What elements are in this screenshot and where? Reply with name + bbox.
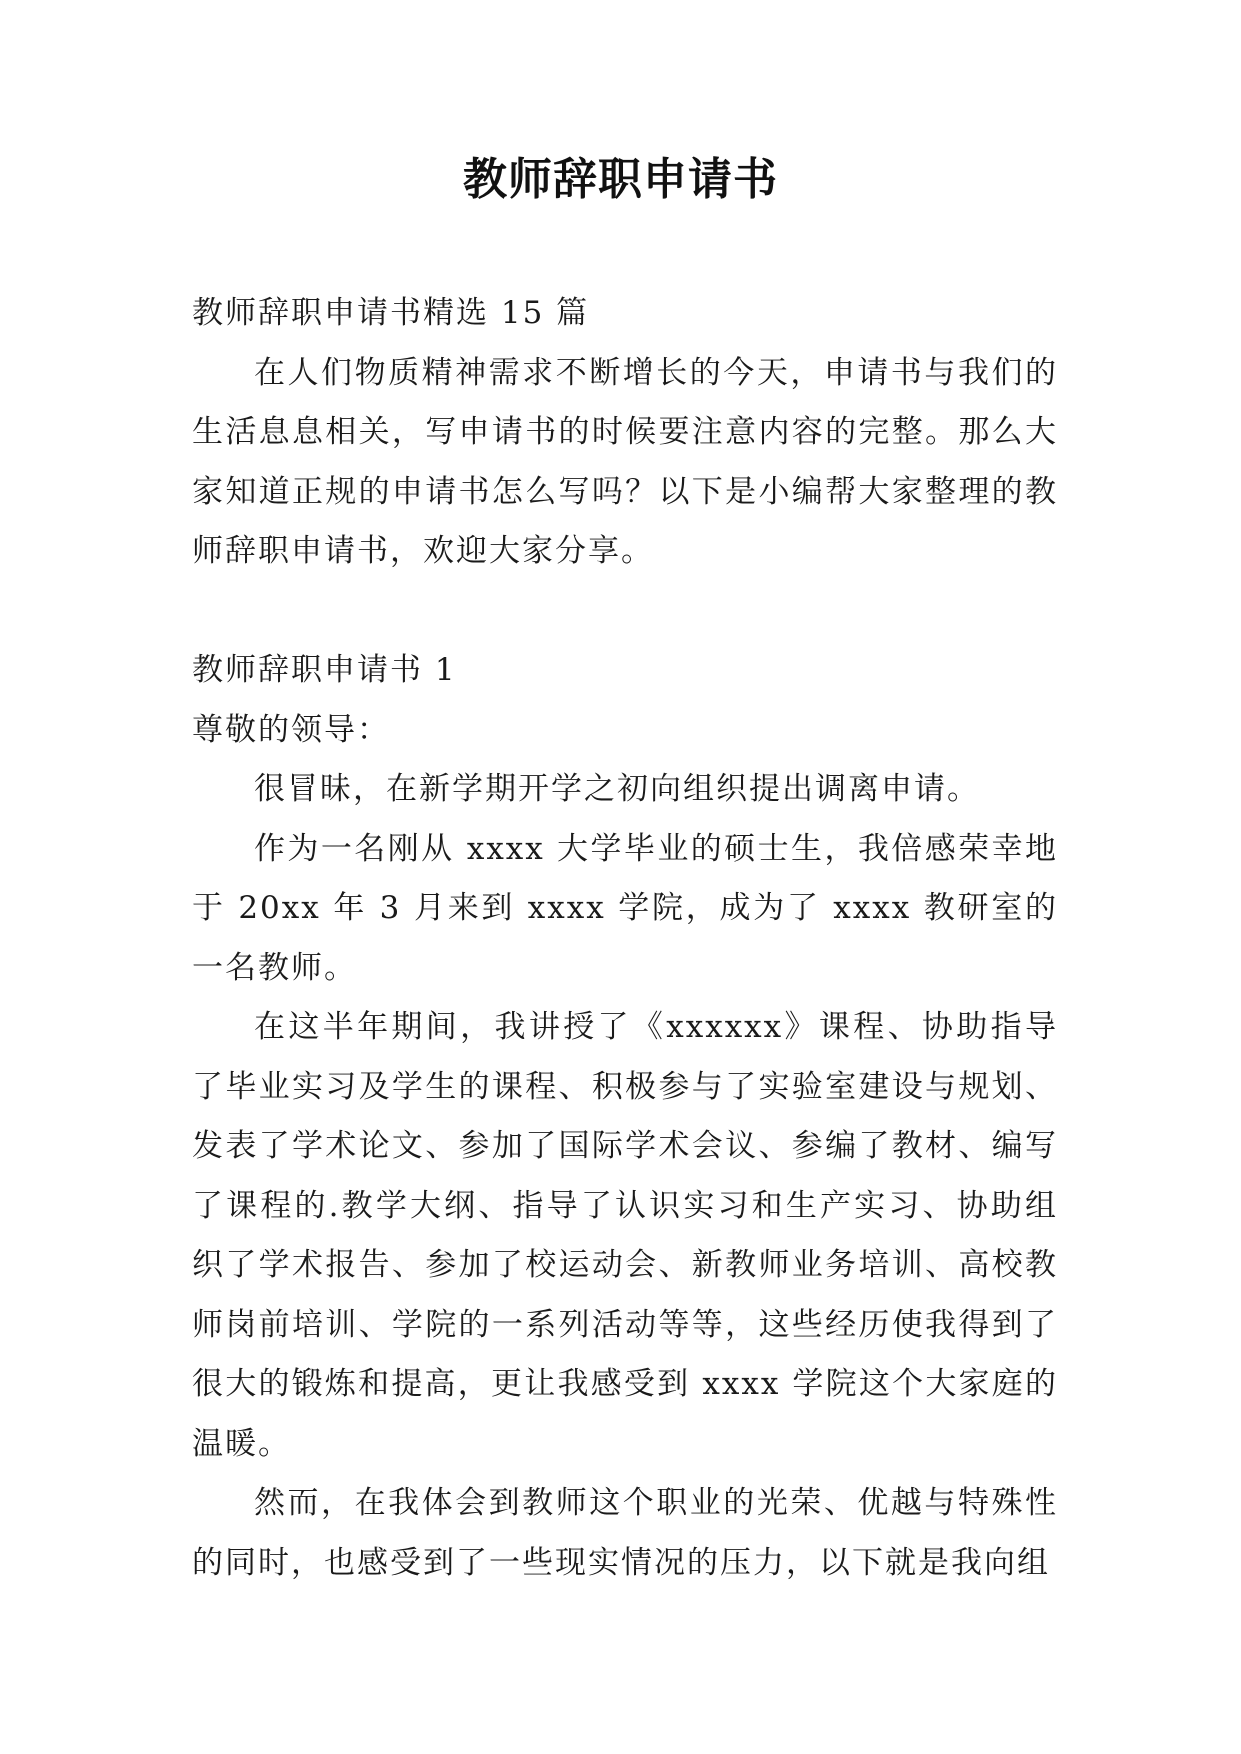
- document-body: [192, 284, 1058, 1593]
- salutation: 尊敬的领导：: [192, 711, 390, 748]
- body-paragraph: 作为一名刚从 xxxx 大学毕业的硕士生，我倍感荣幸地于 20xx 年 3 月来到 xxxx 学院，成为了 xxxx 教研室的一名教师。: [192, 830, 1058, 986]
- body-paragraph: 很冒昧，在新学期开学之初向组织提出调离申请。: [254, 771, 980, 807]
- section-heading: 教师辞职申请书 1: [192, 652, 457, 688]
- document-subtitle: 教师辞职申请书精选 15 篇: [192, 295, 590, 331]
- document-title: 教师辞职申请书: [463, 154, 778, 205]
- intro-paragraph: 在人们物质精神需求不断增长的今天，申请书与我们的生活息息相关，写申请书的时候要注意内容的完整。那么大家知道正规的申请书怎么写吗？以下是小编帮大家整理的教师辞职申请书，欢迎大家分享。: [192, 354, 1058, 569]
- paragraph-spacer: [192, 582, 1058, 642]
- body-paragraph: 然而，在我体会到教师这个职业的光荣、优越与特殊性的同时，也感受到了一些现实情况的压力，以下就是我向组: [192, 1485, 1058, 1581]
- body-paragraph: 在这半年期间，我讲授了《xxxxxx》课程、协助指导了毕业实习及学生的课程、积极参与了实验室建设与规划、发表了学术论文、参加了国际学术会议、参编了教材、编写了课程的.教学大纲、指导了认识实习和生产实习、协助组织了学术报告、参加了校运动会、新教师业务培训、高校教师岗前培训、学院的一系列活动等等，这些经历使我得到了很大的锻炼和提高，更让我感受到 xxxx 学院这个大家庭的温暖。: [192, 1009, 1058, 1462]
